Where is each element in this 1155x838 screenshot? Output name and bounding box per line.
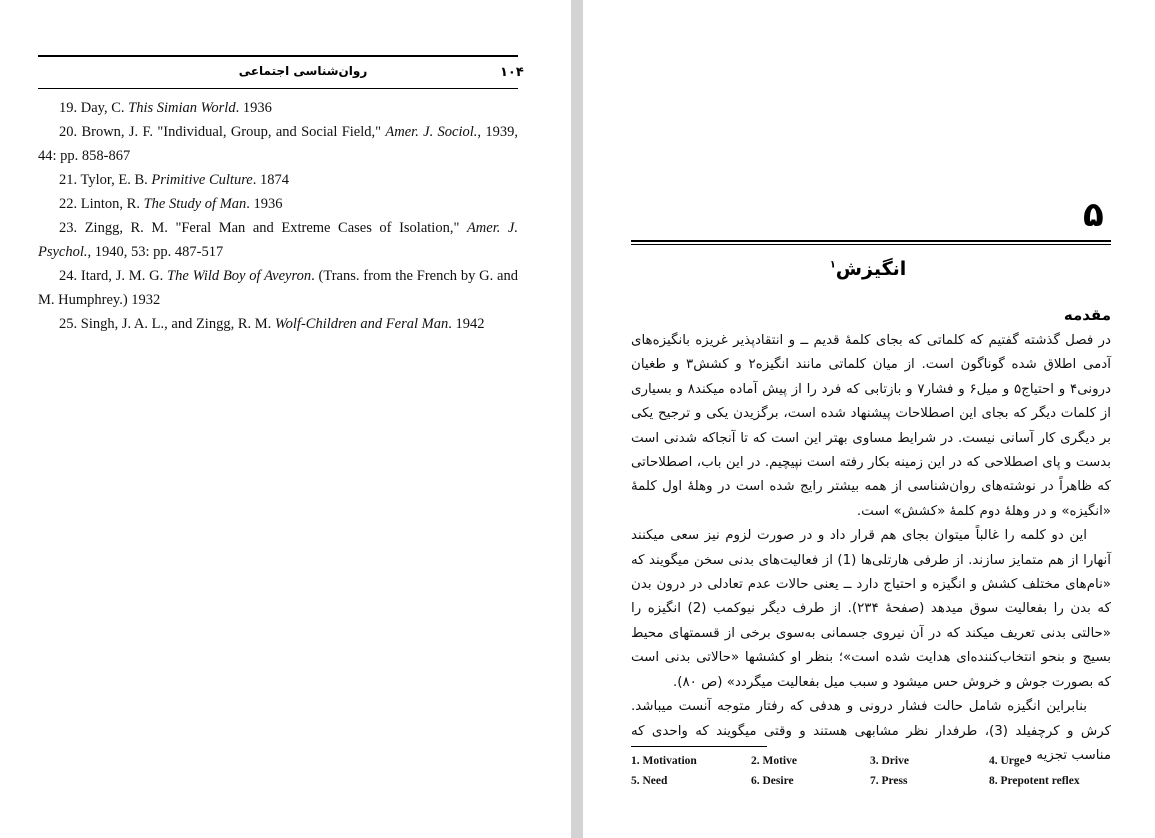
left-page [0,0,571,838]
page-gutter [571,0,583,838]
running-title: روان‌شناسی اجتماعی [238,64,368,78]
footnote: 4. Urge [989,755,1025,767]
right-page [583,0,1155,838]
reference-list [38,96,518,336]
chapter-rule [631,240,1111,245]
footnote: 2. Motive [751,755,797,767]
footnote: 1. Motivation [631,755,697,767]
chapter-number: ۵ [1083,195,1104,235]
running-head [38,55,524,89]
reference-item: 21. Tylor, E. B. Primitive Culture. 1874 [59,172,289,188]
section-heading: مقدمه [1063,306,1111,324]
body-text [631,329,1111,768]
footnote-rule [631,746,767,747]
body-paragraph: در فصل گذشته گفتیم که کلماتی که بجای کلمهٔ قدیم ــ و انتقادپذیر غریزه بانگیزه‌های آدمی اطلاق شده گوناگون است. از میان کلماتی مانند انگیزه۲ و کشش۳ و طغیان درونی۴ و احتیاج۵ و میل۶ و فشار۷ و بازتابی که فرد را از پیش آماده میکند۸ و بسیاری از کلمات دیگر که بجای این اصطلاحات پیشنهاد شده است، برگزیدن یکی و ترجیح یکی بر دیگری کار آسانی نیست. در شرایط مساوی بهتر این است که تا آنجاکه شدنی است بدست و پای اصطلاحی که در این زمینه بکار رفته است نپیچیم. در این باب، اصطلاحاتی که ظاهراً در نوشته‌های روان‌شناسی از همه بیشتر رایج شده است در وهلهٔ اول کلمهٔ «انگیزه» و در وهلهٔ دوم کلمهٔ «کشش» است. [631,333,1111,519]
chapter-title [783,258,953,280]
reference-item: 25. Singh, J. A. L., and Zingg, R. M. Wolf-Children and Feral Man. 1942 [59,316,485,332]
chapter-title-text: انگیزش [835,258,907,280]
footnote: 8. Prepotent reflex [989,775,1080,787]
footnote: 3. Drive [870,755,909,767]
footnote: 5. Need [631,775,668,787]
body-paragraph: بنابراین انگیزه شامل حالت فشار درونی و هدفی که رفتار متوجه آنست میباشد. کرش و کرچفیلد (3)، طرفدار نظر مشابهی هستند و وقتی میگویند که واحدی که مناسب تجزیه و [631,699,1111,763]
reference-item: 19. Day, C. This Simian World. 1936 [59,100,272,116]
footnote: 6. Desire [751,775,794,787]
reference-item: 23. Zingg, R. M. "Feral Man and Extreme Cases of Isolation," Amer. J. Psychol., 1940, 53: pp. 487-517 [38,220,518,260]
footnote: 7. Press [870,775,908,787]
reference-item: 24. Itard, J. M. G. The Wild Boy of Aveyron. (Trans. from the French by G. and M. Humphrey.) 1932 [38,268,518,308]
reference-item: 22. Linton, R. The Study of Man. 1936 [59,196,283,212]
chapter-title-note: ۱ [829,259,836,271]
page-number: ۱۰۴ [500,65,524,80]
reference-item: 20. Brown, J. F. "Individual, Group, and Social Field," Amer. J. Sociol., 1939, 44: pp. 858-867 [38,124,519,164]
body-paragraph: این دو کلمه را غالباً میتوان بجای هم قرار داد و در صورت لزوم نیز سعی میکنند آنهارا از هم متمایز سازند. از طرفی هارتلی‌ها (1) از فعالیت‌های بدنی سخن میگویند که «نام‌های مختلف کشش و انگیزه و احتیاج دارد ــ یعنی حالات عدم تعادلی در درون بدن که بدن را بفعالیت سوق میدهد (صفحهٔ ۲۳۴). از طرف دیگر نیوکمب (2) انگیزه را «حالتی بدنی تعریف میکند که در آن نیروی جسمانی به‌سوی برخی از قسمتهای محیط بسیج و بنحو انتخاب‌کننده‌ای هدایت شده است»؛ بنظر او کششها «حالاتی بدنی است که بصورت جوش و خروش حس میشود و سبب میل بفعالیت میگردد» (ص ۸۰). [631,528,1111,690]
